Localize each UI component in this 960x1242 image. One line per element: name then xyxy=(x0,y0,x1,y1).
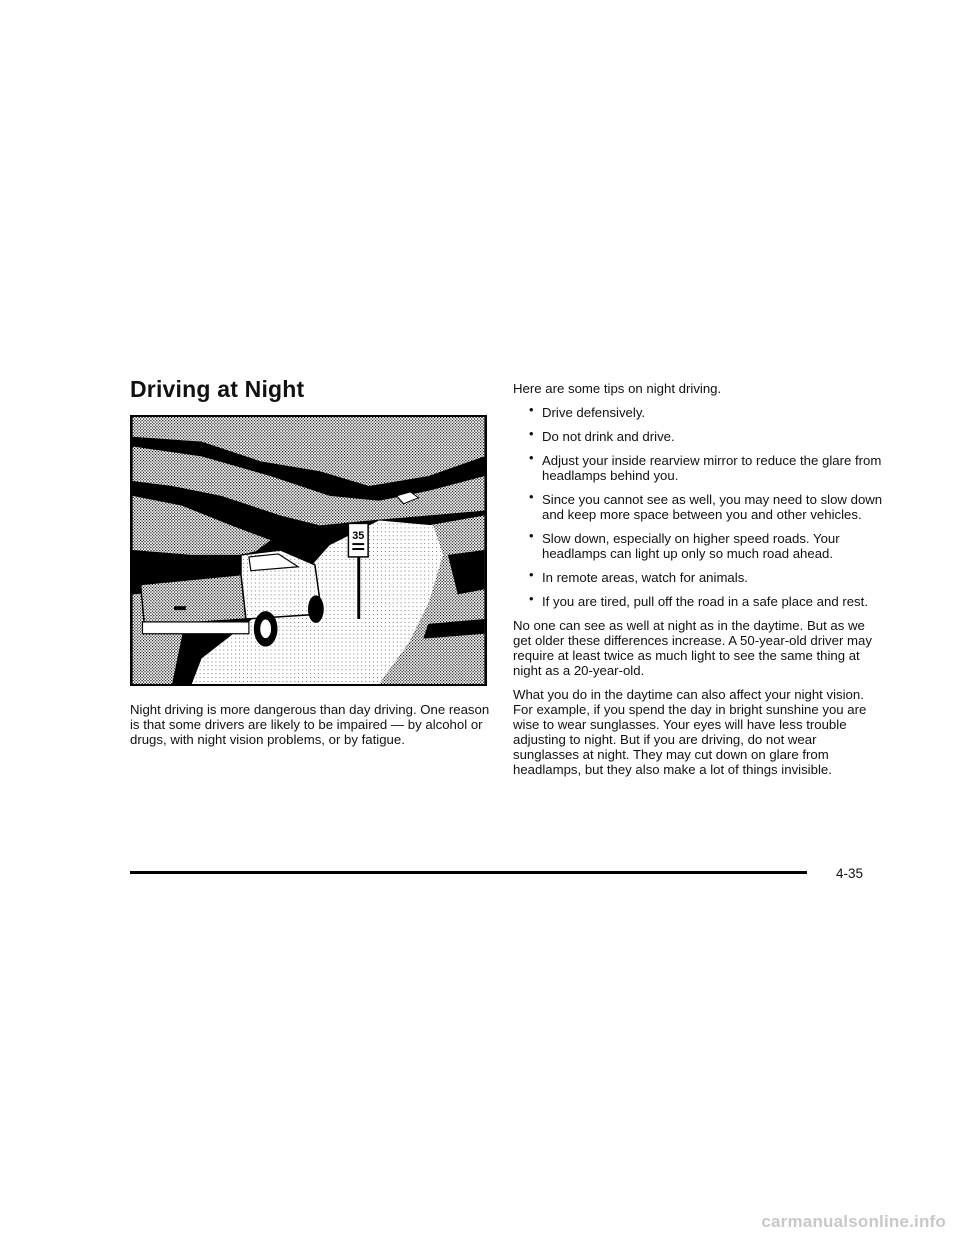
bullet-icon: • xyxy=(529,402,534,417)
tip-text: Do not drink and drive. xyxy=(542,429,675,444)
sign-number: 35 xyxy=(352,530,365,543)
tip-text: Slow down, especially on higher speed roads. Your headlamps can light up only so much road ahead. xyxy=(542,531,840,561)
bullet-icon: • xyxy=(529,489,534,504)
bullet-icon: • xyxy=(529,426,534,441)
tip-text: In remote areas, watch for animals. xyxy=(542,570,748,585)
tip-text: Adjust your inside rearview mirror to reduce the glare from headlamps behind you. xyxy=(542,453,882,483)
bullet-icon: • xyxy=(529,450,534,465)
bullet-icon: • xyxy=(529,591,534,606)
pickup-truck-night-road-icon xyxy=(132,417,485,684)
tip-text: Drive defensively. xyxy=(542,405,646,420)
tip-text: Since you cannot see as well, you may need to slow down and keep more space between you and other vehicles. xyxy=(542,492,883,522)
tips-column xyxy=(513,381,883,786)
tips-list xyxy=(513,402,883,609)
bullet-icon: • xyxy=(529,528,534,543)
list-item xyxy=(513,402,883,420)
page-title: Driving at Night xyxy=(130,376,305,402)
watermark: carmanualsonline.info xyxy=(761,1212,946,1231)
list-item xyxy=(513,426,883,444)
sunglasses-paragraph: What you do in the daytime can also affect your night vision. For example, if you spend the day in bright sunshine you are wise to wear sunglasses. Your eyes will have less trouble adjusting to night. But if you are driving, do not wear sunglasses at night. They may cut down on glare from headlamps, but they also make a lot of things invisible. xyxy=(513,687,867,777)
list-item xyxy=(513,528,883,561)
list-item xyxy=(513,450,883,483)
tip-text: If you are tired, pull off the road in a safe place and rest. xyxy=(542,594,868,609)
vision-paragraph: No one can see as well at night as in the daytime. But as we get older these differences increase. A 50-year-old driver may require at least twice as much light to see the same thing at night as a 20-year-old. xyxy=(513,618,872,678)
list-item xyxy=(513,591,883,609)
bullet-icon: • xyxy=(529,567,534,582)
page-number: 4-35 xyxy=(836,866,864,881)
tips-lead: Here are some tips on night driving. xyxy=(513,381,722,396)
list-item xyxy=(513,489,883,522)
footer-rule xyxy=(130,871,807,874)
list-item xyxy=(513,567,883,585)
intro-paragraph: Night driving is more dangerous than day driving. One reason is that some drivers are likely to be impaired — by alcohol or drugs, with night vision problems, or by fatigue. xyxy=(130,702,490,747)
night-driving-illustration xyxy=(130,415,487,686)
